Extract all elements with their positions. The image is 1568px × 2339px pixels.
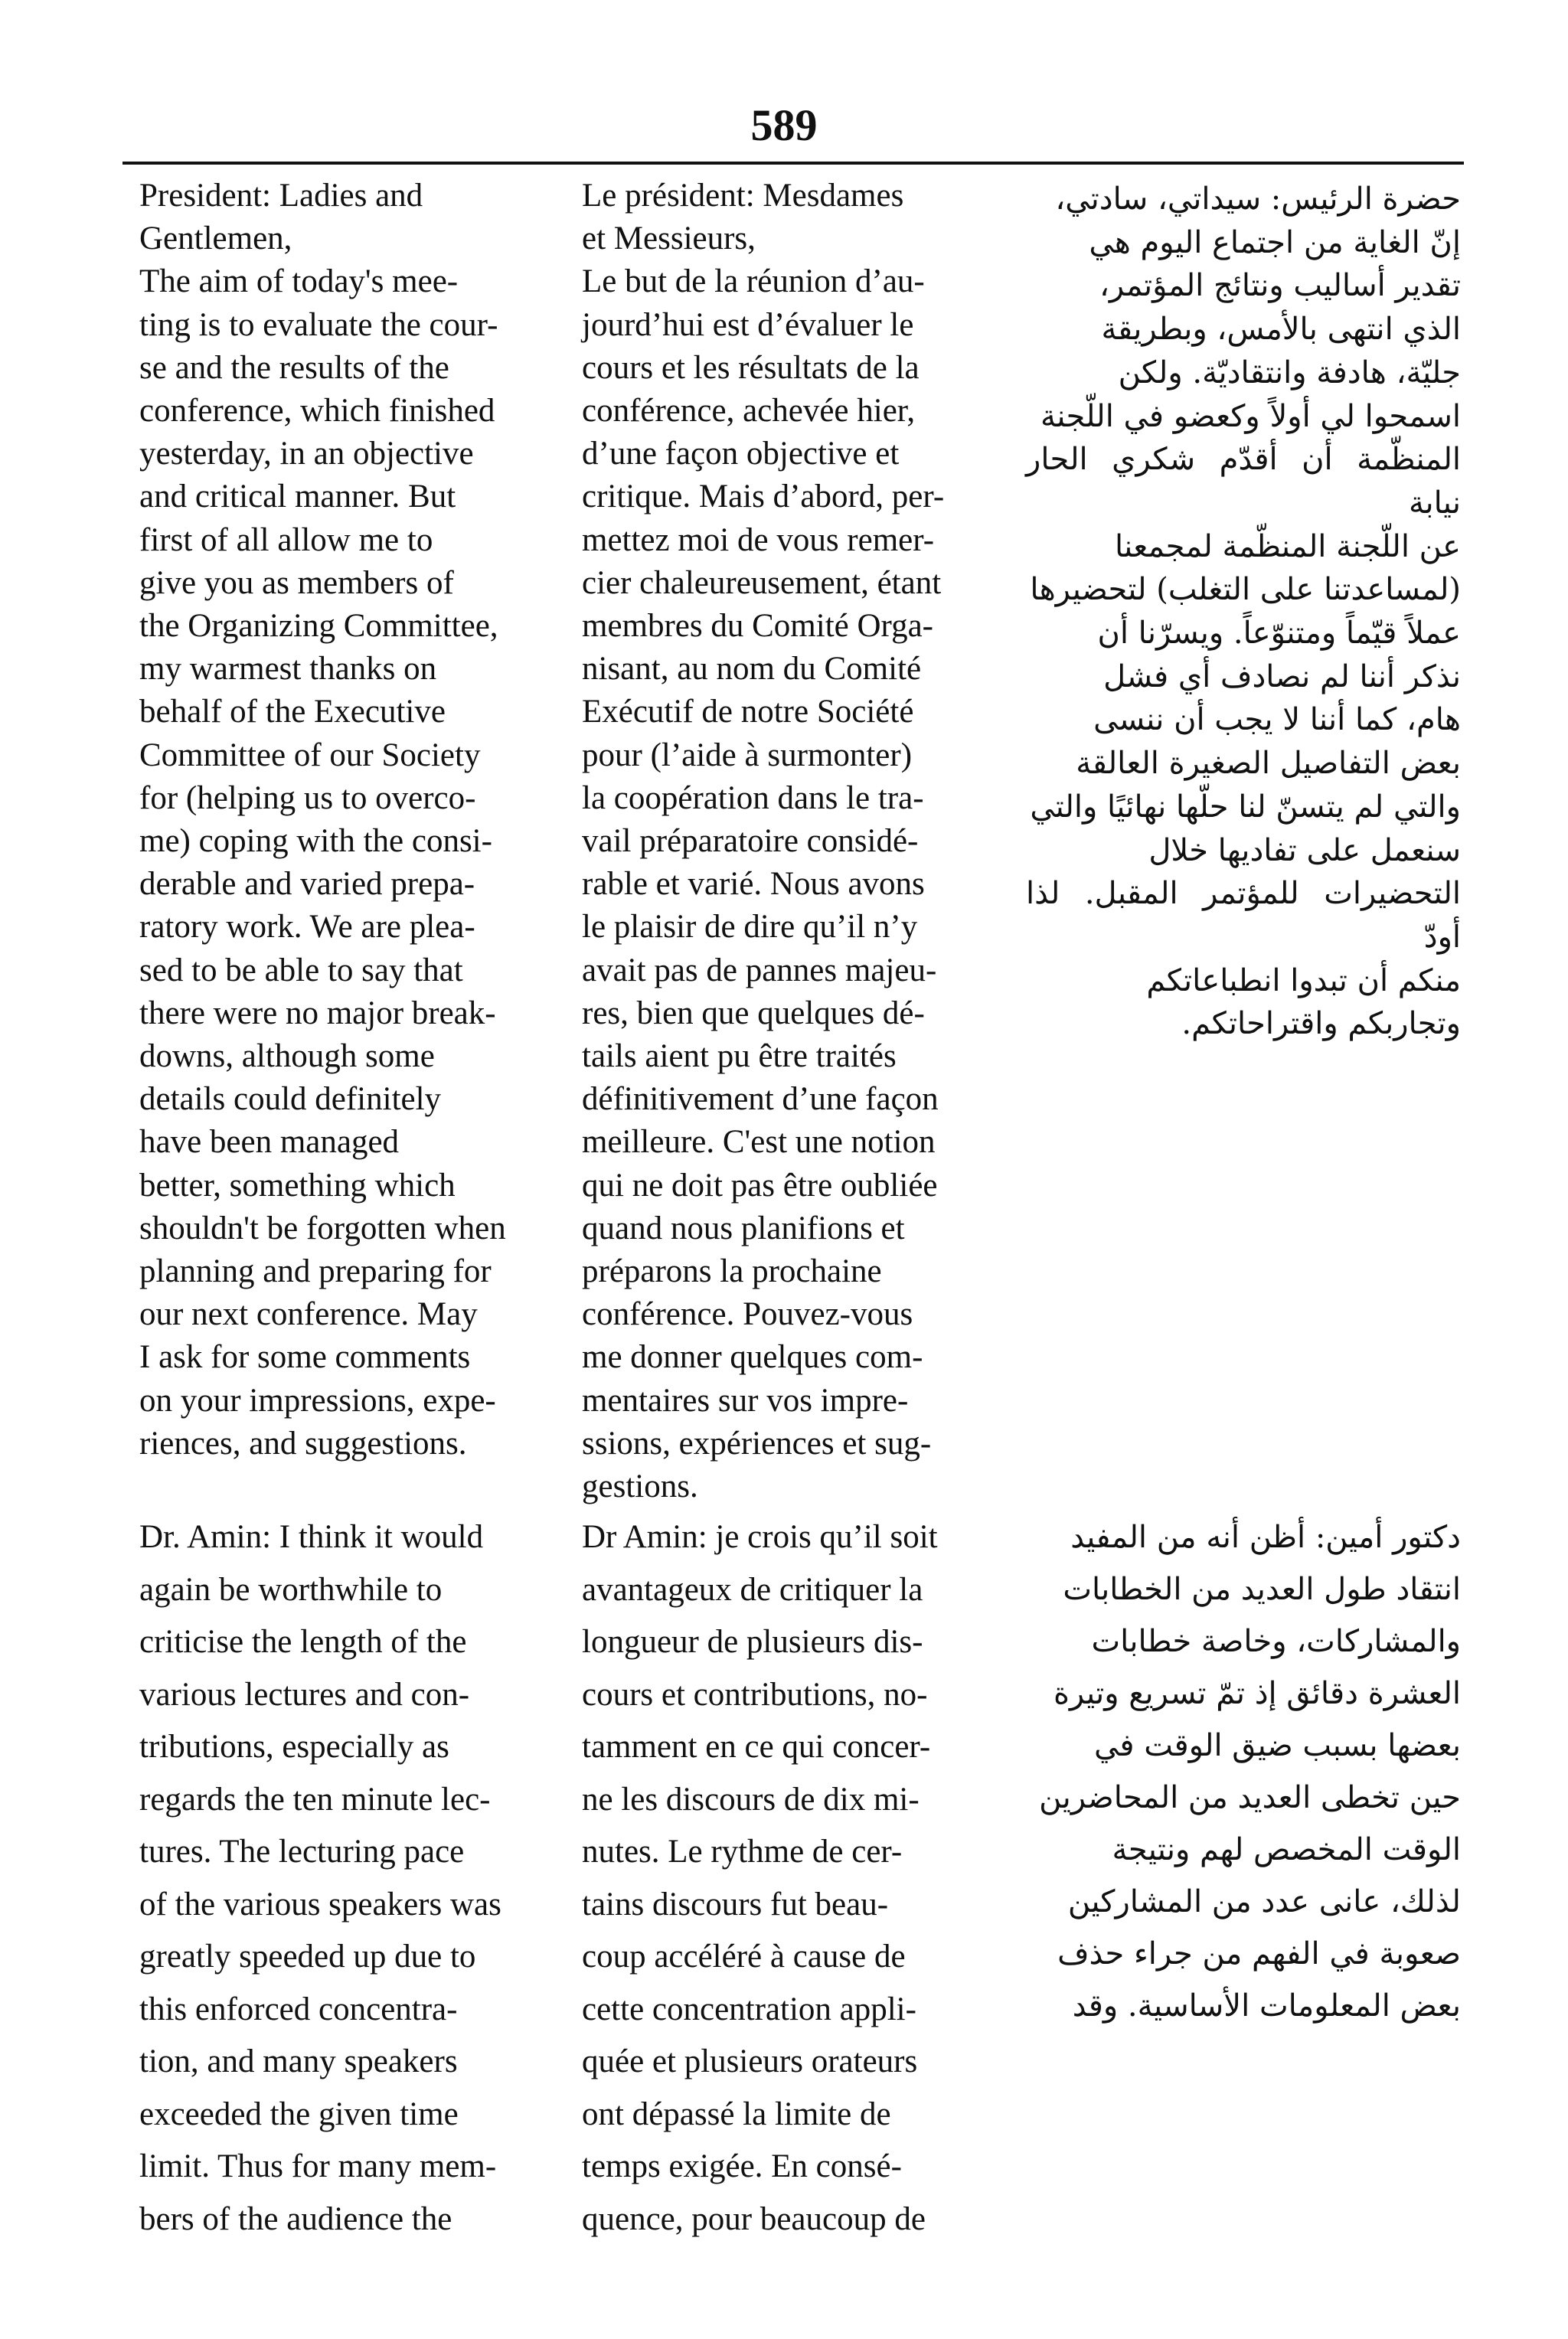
french-column-president (582, 175, 995, 1508)
english-president-speech: President: Ladies and Gentlemen, The aim of today's mee- ting is to evaluate the cour- se and the results of the conference, which finished yesterday, in an objective and critical manner. But first of all allow me to give you as members of the Organizing Committee, my warmest thanks on behalf of the Executive Committee of our Society for (helping us to overco- me) coping with the consi- derable and varied prepa- ratory work. We are plea- sed to be able to say that there were no major break- downs, although some details could definitely have been managed better, something which shouldn't be forgotten when planning and preparing for our next conference. May I ask for some comments on your impressions, expe- riences, and suggestions. (139, 178, 506, 1462)
english-column-president (139, 175, 559, 1465)
arabic-column-amin (1026, 1511, 1461, 2032)
french-column-amin (582, 1511, 995, 2246)
arabic-amin-speech: دكتور أمين: أظن أنه من المفيد انتقاد طول العديد من الخطابات والمشاركات، وخاصة خطابات العشرة دقائق إذ تمّ تسريع وتيرة بعضها بسبب ضيق الوقت في حين تخطى العديد من المحاضرين الوقت المخصص لهم ونتيجة لذلك، عانى عدد من المشاركين صعوبة في الفهم من جراء حذف بعض المعلومات الأساسية. وقد (1039, 1520, 1461, 2024)
header-rule (122, 162, 1464, 165)
arabic-column-president (1026, 178, 1461, 1046)
english-column-amin (139, 1511, 559, 2246)
arabic-president-speech: حضرة الرئيس: سيداتي، سادتي، إنّ الغاية من اجتماع اليوم هي تقدير أساليب ونتائج المؤتمر، الذي انتهى بالأمس، وبطريقة جليّة، هادفة وانتقاديّة. ولكن اسمحوا لي أولاً وكعضو في اللّجنة المنظّمة أن أقدّم شكري الحار نيابة عن اللّجنة المنظّمة لمجمعنا (لمساعدتنا على التغلب) لتحضيرها عملاً قيّماً ومتنوّعاً. ويسرّنا أن نذكر أننا لم نصادف أي فشل هام، كما أننا لا يجب أن ننسى بعض التفاصيل الصغيرة العالقة والتي لم يتسنّ لنا حلّها نهائيًا والتي سنعمل على تفاديها خلال التحضيرات للمؤتمر المقبل. لذا أودّ منكم أن تبدوا انطباعاتكم وتجاربكم واقتراحاتكم. (1026, 181, 1461, 1042)
page-number: 589 (750, 100, 818, 150)
french-amin-speech: Dr Amin: je crois qu’il soit avantageux de critiquer la longueur de plusieurs dis- cours et contributions, no- tamment en ce qui concer- ne les discours de dix mi- nutes. Le rythme de cer- tains discours fut beau- coup accéléré à cause de cette concentration appli- quée et plusieurs orateurs ont dépassé la limite de temps exigée. En consé- quence, pour beaucoup de (582, 1519, 938, 2237)
french-president-speech: Le président: Mesdames et Messieurs, Le but de la réunion d’au- jourd’hui est d’évaluer le cours et les résultats de la conférence, achevée hier, d’une façon objective et critique. Mais d’abord, per- mettez moi de vous remer- cier chaleureusement, étant membres du Comité Orga- nisant, au nom du Comité Exécutif de notre Société pour (l’aide à surmonter) la coopération dans le tra- vail préparatoire considé- rable et varié. Nous avons le plaisir de dire qu’il n’y avait pas de pannes majeu- res, bien que quelques dé- tails aient pu être traités définitivement d’une façon meilleure. C'est une notion qui ne doit pas être oubliée quand nous planifions et préparons la prochaine conférence. Pouvez-vous me donner quelques com- mentaires sur vos impre- ssions, expériences et sug- gestions. (582, 178, 945, 1505)
english-amin-speech: Dr. Amin: I think it would again be worthwhile to criticise the length of the various lectures and con- tributions, especially as regards the ten minute lec- tures. The lecturing pace of the various speakers was greatly speeded up due to this enforced concentra- tion, and many speakers exceeded the given time limit. Thus for many mem- bers of the audience the (139, 1519, 501, 2237)
